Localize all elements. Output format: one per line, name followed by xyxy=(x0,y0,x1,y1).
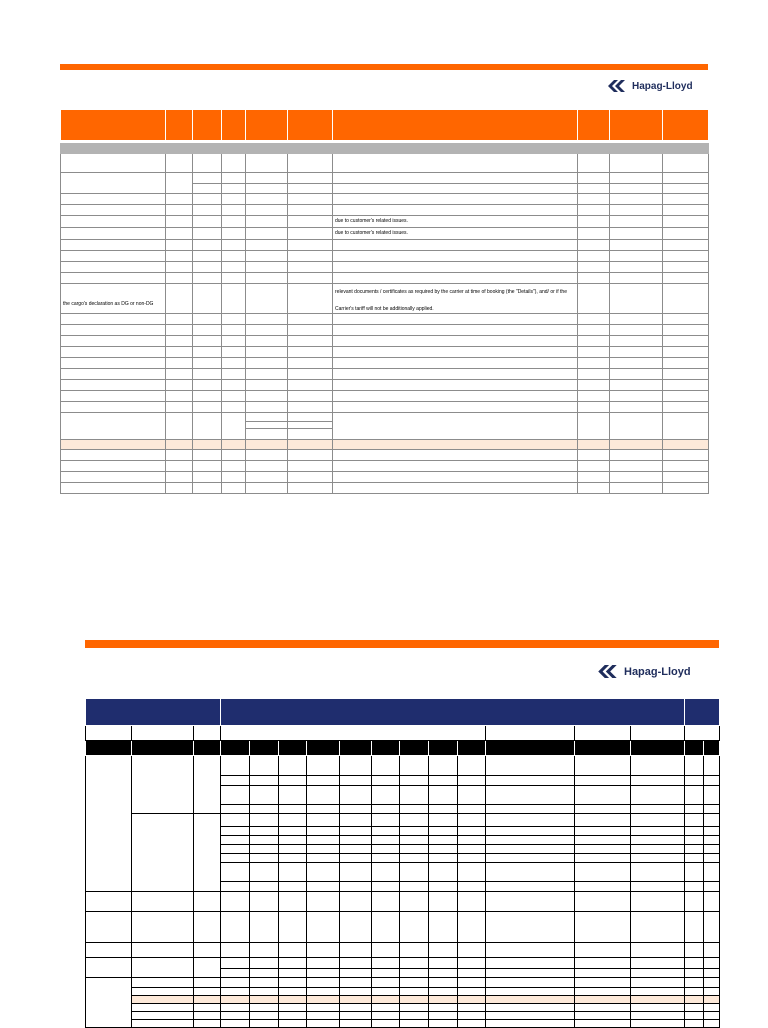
note-text: the cargo's declaration as DG or non-DG xyxy=(61,284,166,314)
table-row xyxy=(61,472,709,483)
top-accent-bar xyxy=(60,64,708,70)
table-row xyxy=(61,391,709,402)
table-subheader-row xyxy=(86,726,720,741)
table-row xyxy=(86,943,720,958)
table-row xyxy=(61,461,709,472)
table-row xyxy=(61,262,709,273)
table-row xyxy=(86,958,720,969)
table-row xyxy=(86,756,720,776)
table-row xyxy=(61,358,709,369)
table-row xyxy=(61,380,709,391)
note-cell xyxy=(333,284,578,314)
section-header-row xyxy=(61,144,709,154)
table-row xyxy=(86,912,720,943)
hapag-lloyd-wave-icon xyxy=(598,665,618,678)
table-row xyxy=(61,413,709,422)
table-row xyxy=(86,978,720,988)
brand-logo xyxy=(608,80,693,92)
table-row xyxy=(61,347,709,358)
note-text: due to customer's related issues. xyxy=(333,216,578,228)
column-header-row xyxy=(86,741,720,756)
table-row xyxy=(86,892,720,912)
table-row xyxy=(61,240,709,251)
note-text: Carrier's tariff will not be additionally applied. xyxy=(335,306,434,312)
table-row xyxy=(61,194,709,205)
brand-name: Hapag-Lloyd xyxy=(632,80,693,92)
table-row xyxy=(61,402,709,413)
table-row xyxy=(61,154,709,173)
table-row xyxy=(61,173,709,184)
table-row xyxy=(61,314,709,325)
surcharge-table xyxy=(60,109,709,494)
table-row xyxy=(61,325,709,336)
table-row xyxy=(61,450,709,461)
note-text: due to customer's related issues. xyxy=(333,228,578,240)
table-row xyxy=(86,1012,720,1020)
table-header-row xyxy=(86,699,720,726)
top-accent-bar xyxy=(85,640,719,648)
table-row xyxy=(61,228,709,240)
table-row xyxy=(61,284,709,314)
rate-table xyxy=(85,698,720,1028)
note-text: relevant documents / certificates as required by the carrier at time of booking (the "Details"), and/ or if the xyxy=(335,289,567,295)
table-row xyxy=(86,1004,720,1012)
table-row xyxy=(61,369,709,380)
table-row xyxy=(61,483,709,494)
brand-name: Hapag-Lloyd xyxy=(624,665,691,678)
table-row xyxy=(61,336,709,347)
highlighted-row xyxy=(61,440,709,450)
table-row xyxy=(61,205,709,216)
table-row xyxy=(61,216,709,228)
table-row xyxy=(86,988,720,996)
highlighted-row xyxy=(86,996,720,1004)
table-row xyxy=(61,251,709,262)
table-row xyxy=(61,273,709,284)
hapag-lloyd-wave-icon xyxy=(608,80,626,92)
brand-logo xyxy=(598,665,691,678)
table-header-row xyxy=(61,110,709,141)
table-row xyxy=(86,814,720,827)
